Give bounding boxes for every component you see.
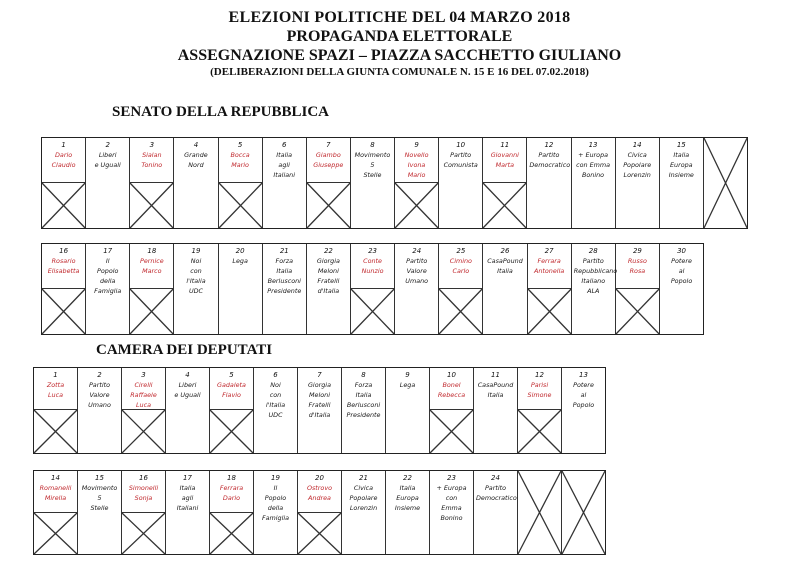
space-number: 6: [273, 371, 278, 379]
cross-out-box: [210, 512, 253, 554]
space-number: 14: [51, 474, 60, 482]
list-name: Pernice Marco: [140, 257, 164, 275]
list-name: Partito Democratico: [529, 151, 571, 169]
cross-out-mark: [42, 289, 85, 334]
space-cell: [254, 368, 298, 453]
space-cell: [174, 244, 218, 334]
space-number: 3: [149, 141, 155, 149]
list-name: + Europa con Emma Bonino: [436, 484, 467, 522]
space-number: 5: [237, 141, 243, 149]
space-number: 21: [359, 474, 368, 482]
space-cell: [219, 138, 263, 228]
space-number: 15: [95, 474, 104, 482]
list-name: Noi con l'Italia UDC: [265, 381, 286, 419]
space-number: 26: [500, 247, 510, 255]
space-number: 2: [97, 371, 102, 379]
list-name: Movimento 5 Stelle: [81, 484, 118, 512]
space-cell: [166, 471, 210, 554]
list-name: Giovanni Marta: [490, 151, 519, 169]
space-number: 22: [403, 474, 412, 482]
space-cell: [572, 244, 616, 334]
list-name: Italia Europa Insieme: [668, 151, 694, 179]
empty-space-cell: [704, 138, 747, 228]
cross-out-box: [210, 409, 253, 453]
space-number: 16: [139, 474, 148, 482]
space-cell: [298, 471, 342, 554]
space-cell: [439, 244, 483, 334]
space-number: 12: [535, 371, 544, 379]
list-name: CasaPound Italia: [487, 257, 523, 275]
cross-out-mark: [307, 183, 350, 228]
election-title: ELEZIONI POLITICHE DEL 04 MARZO 2018: [228, 9, 571, 26]
list-name: Russo Rosa: [627, 257, 647, 275]
space-number: 25: [456, 247, 466, 255]
space-cell: [342, 368, 386, 453]
cross-out-mark: [704, 138, 747, 228]
cross-out-mark: [210, 513, 253, 554]
space-number: 29: [632, 247, 642, 255]
cross-out-box: [616, 288, 659, 334]
space-number: 18: [147, 247, 157, 255]
cross-out-box: [351, 288, 394, 334]
space-number: 1: [53, 371, 58, 379]
space-number: 17: [183, 474, 192, 482]
cross-out-box: [430, 409, 473, 453]
space-number: 4: [185, 371, 190, 379]
list-name: Bocca Mario: [230, 151, 250, 169]
list-name: Cimino Carlo: [449, 257, 472, 275]
list-name: Novello Ivona Mario: [404, 151, 429, 179]
space-cell: [439, 138, 483, 228]
cross-out-box: [122, 512, 165, 554]
list-name: CasaPound Italia: [477, 381, 514, 399]
space-number: 22: [323, 247, 333, 255]
list-name: Rosario Elisabetta: [47, 257, 80, 275]
space-cell: [660, 244, 703, 334]
cross-out-mark: [130, 183, 173, 228]
space-cell: [616, 138, 660, 228]
cross-out-box: [34, 409, 77, 453]
camera-row-1: [33, 367, 606, 454]
space-number: 4: [193, 141, 199, 149]
cross-out-mark: [518, 410, 561, 453]
cross-out-box: [395, 182, 438, 228]
list-name: Bonel Rebecca: [437, 381, 466, 399]
senato-row-1: [41, 137, 748, 229]
list-name: Cirelli Raffaele Luca: [130, 381, 157, 409]
cross-out-mark: [430, 410, 473, 453]
cross-out-box: [439, 288, 482, 334]
space-cell: [474, 471, 518, 554]
list-name: Partito Valore Umano: [88, 381, 111, 409]
list-name: Il Popolo della Famiglia: [261, 484, 290, 522]
list-name: Giorgia Meloni Fratelli d'Italia: [316, 257, 340, 295]
list-name: Forza Italia Berlusconi Presidente: [346, 381, 381, 419]
list-name: Grande Nord: [184, 151, 208, 169]
camera-title: CAMERA DEI DEPUTATI: [96, 342, 273, 358]
space-number: 23: [447, 474, 456, 482]
space-cell: [78, 368, 122, 453]
cross-out-mark: [562, 471, 605, 554]
space-number: 3: [141, 371, 146, 379]
camera-row-2: [33, 470, 606, 555]
senato-title: SENATO DELLA REPUBBLICA: [112, 104, 330, 120]
space-number: 8: [370, 141, 375, 149]
list-name: Lega: [232, 257, 248, 265]
space-number: 11: [500, 141, 510, 149]
space-cell: [166, 368, 210, 453]
space-number: 23: [368, 247, 378, 255]
space-cell: [254, 471, 298, 554]
space-cell: [474, 368, 518, 453]
cross-out-box: [130, 288, 173, 334]
list-name: Conte Nunzio: [361, 257, 384, 275]
space-cell: [527, 138, 571, 228]
deliberation-note: (DELIBERAZIONI DELLA GIUNTA COMUNALE N. 15 E 16 DEL 07.02.2018): [210, 66, 589, 78]
cross-out-mark: [298, 513, 341, 554]
cross-out-box: [122, 409, 165, 453]
cross-out-mark: [518, 471, 561, 554]
space-cell: [562, 368, 605, 453]
space-number: 17: [103, 247, 113, 255]
space-cell: [130, 244, 174, 334]
space-cell: [386, 471, 430, 554]
space-number: 7: [326, 141, 331, 149]
space-cell: [395, 244, 439, 334]
space-cell: [518, 368, 562, 453]
list-name: Potere al Popolo: [572, 381, 595, 409]
cross-out-mark: [439, 289, 482, 334]
space-number: 18: [227, 474, 236, 482]
space-number: 8: [361, 371, 366, 379]
list-name: Romanelli Mirella: [39, 484, 72, 502]
space-number: 7: [317, 371, 322, 379]
space-cell: [430, 368, 474, 453]
space-cell: [86, 138, 130, 228]
list-name: Civica Popolare Lorenzin: [349, 484, 378, 512]
space-cell: [86, 244, 130, 334]
cross-out-box: [34, 512, 77, 554]
space-cell: [386, 368, 430, 453]
space-cell: [219, 244, 263, 334]
cross-out-mark: [122, 513, 165, 554]
list-name: Giorgia Meloni Fratelli d'Italia: [307, 381, 331, 419]
cross-out-mark: [528, 289, 571, 334]
cross-out-box: [518, 409, 561, 453]
space-number: 1: [61, 141, 66, 149]
space-number: 9: [405, 371, 410, 379]
list-name: Lega: [399, 381, 416, 389]
space-cell: [174, 138, 218, 228]
senato-row-2: [41, 243, 704, 335]
space-cell: [351, 138, 395, 228]
space-cell: [483, 138, 527, 228]
space-number: 30: [677, 247, 686, 255]
space-cell: [42, 138, 86, 228]
cross-out-mark: [351, 289, 394, 334]
space-cell: [342, 471, 386, 554]
space-cell: [34, 368, 78, 453]
space-cell: [210, 471, 254, 554]
space-cell: [307, 244, 351, 334]
space-number: 13: [579, 371, 588, 379]
list-name: Italia agli Italiani: [273, 151, 295, 179]
list-name: Potere al Popolo: [670, 257, 693, 285]
space-cell: [298, 368, 342, 453]
space-number: 5: [229, 371, 234, 379]
space-cell: [122, 368, 166, 453]
space-number: 15: [676, 141, 686, 149]
cross-out-box: [298, 512, 341, 554]
space-cell: [78, 471, 122, 554]
space-number: 20: [235, 247, 245, 255]
document-header: [0, 8, 799, 79]
space-number: 12: [544, 141, 554, 149]
list-name: Italia Europa Insieme: [394, 484, 421, 512]
cross-out-mark: [616, 289, 659, 334]
cross-out-box: [42, 182, 85, 228]
propaganda-title: PROPAGANDA ELETTORALE: [286, 28, 513, 45]
list-name: Parisi Simone: [527, 381, 552, 399]
list-name: Dario Claudio: [51, 151, 76, 169]
space-cell: [430, 471, 474, 554]
list-name: Liberi e Uguali: [174, 381, 201, 399]
list-name: Partito Repubblicano Italiano ALA: [573, 257, 618, 295]
cross-out-box: [219, 182, 262, 228]
list-name: Simonelli Sonja: [128, 484, 159, 502]
space-number: 20: [315, 474, 324, 482]
space-number: 27: [544, 247, 554, 255]
cross-out-mark: [483, 183, 526, 228]
space-cell: [42, 244, 86, 334]
cross-out-box: [483, 182, 526, 228]
cross-out-mark: [219, 183, 262, 228]
space-cell: [34, 471, 78, 554]
list-name: Partito Democratico: [476, 484, 517, 502]
space-cell: [263, 244, 307, 334]
cross-out-box: [528, 288, 571, 334]
cross-out-mark: [42, 183, 85, 228]
space-number: 16: [59, 247, 69, 255]
cross-out-mark: [34, 410, 77, 453]
space-cell: [122, 471, 166, 554]
space-cell: [130, 138, 174, 228]
cross-out-mark: [210, 410, 253, 453]
space-cell: [660, 138, 704, 228]
empty-space-cell: [518, 471, 562, 554]
cross-out-box: [42, 288, 85, 334]
space-number: 13: [588, 141, 598, 149]
list-name: Partito Valore Umano: [405, 257, 429, 285]
cross-out-mark: [122, 410, 165, 453]
cross-out-box: [307, 182, 350, 228]
cross-out-mark: [34, 513, 77, 554]
list-name: Italia agli Italiani: [176, 484, 199, 512]
space-cell: [616, 244, 660, 334]
space-number: 19: [191, 247, 201, 255]
list-name: Zotta Luca: [46, 381, 65, 399]
space-cell: [528, 244, 572, 334]
list-name: Sialan Tonino: [141, 151, 163, 169]
list-name: Noi con l'Italia UDC: [186, 257, 206, 295]
list-name: Ferrara Dario: [219, 484, 244, 502]
space-cell: [263, 138, 307, 228]
space-number: 24: [491, 474, 500, 482]
space-number: 9: [414, 141, 419, 149]
space-number: 19: [271, 474, 280, 482]
list-name: Civica Popolare Lorenzin: [623, 151, 652, 179]
space-number: 10: [447, 371, 456, 379]
list-name: Ostrovo Andrea: [306, 484, 333, 502]
space-cell: [483, 244, 527, 334]
list-name: Partito Comunista: [443, 151, 478, 169]
space-cell: [351, 244, 395, 334]
space-cell: [307, 138, 351, 228]
space-cell: [210, 368, 254, 453]
space-number: 2: [105, 141, 110, 149]
list-name: Forza Italia Berlusconi Presidente: [267, 257, 302, 295]
space-number: 21: [279, 247, 289, 255]
space-number: 6: [281, 141, 287, 149]
list-name: Gadaleta Flavio: [217, 381, 246, 399]
cross-out-mark: [395, 183, 438, 228]
list-name: Il Popolo della Famiglia: [94, 257, 122, 295]
space-number: 14: [632, 141, 642, 149]
space-number: 10: [456, 141, 466, 149]
empty-space-cell: [562, 471, 605, 554]
space-number: 24: [412, 247, 422, 255]
space-number: 11: [491, 371, 500, 379]
space-number: 28: [588, 247, 598, 255]
cross-out-box: [130, 182, 173, 228]
list-name: Movimento 5 Stelle: [354, 151, 391, 179]
list-name: Giambo Giuseppe: [313, 151, 344, 169]
list-name: Liberi e Uguali: [94, 151, 121, 169]
space-cell: [395, 138, 439, 228]
list-name: + Europa con Emma Bonino: [576, 151, 611, 179]
list-name: Ferrara Antonella: [533, 257, 565, 275]
space-cell: [572, 138, 616, 228]
assignment-title: ASSEGNAZIONE SPAZI – PIAZZA SACCHETTO GIULIANO: [177, 47, 622, 64]
cross-out-mark: [130, 289, 173, 334]
